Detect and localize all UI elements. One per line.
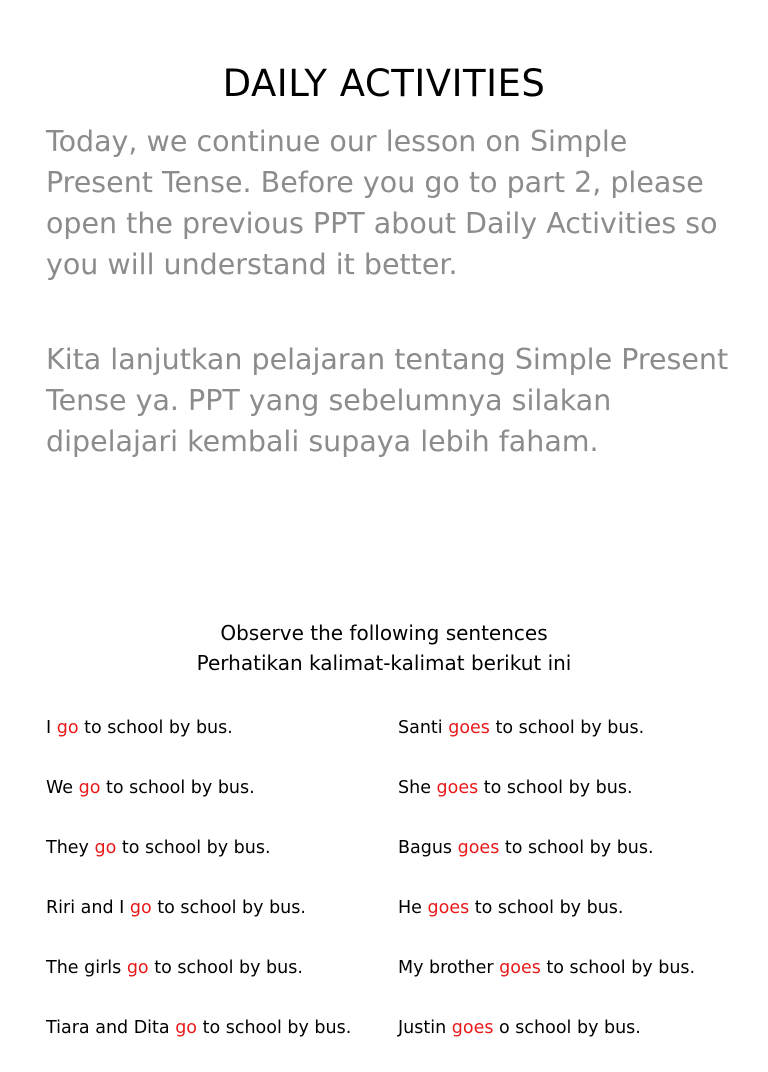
sentence-rest: to school by bus. — [478, 778, 633, 798]
sentence-row — [398, 1012, 748, 1072]
sentence-row — [398, 952, 748, 1012]
sentence-subject: I — [46, 718, 57, 738]
sentence-rest: to school by bus. — [100, 778, 255, 798]
sentence-subject: We — [46, 778, 79, 798]
observe-heading — [0, 618, 768, 678]
sentence-subject: He — [398, 898, 428, 918]
paragraph-indonesian: Kita lanjutkan pelajaran tentang Simple Present Tense ya. PPT yang sebelumnya silakan dipelajari kembali supaya lebih faham. — [46, 343, 729, 458]
sentence-rest: to school by bus. — [116, 838, 271, 858]
sentence-row — [398, 832, 748, 892]
sentence-verb: go — [78, 778, 101, 798]
sentence-verb: goes — [451, 1018, 494, 1038]
sentence-verb: go — [56, 718, 79, 738]
sentence-verb: goes — [436, 778, 479, 798]
observe-heading-english: Observe the following sentences — [220, 621, 548, 645]
sentence-verb: go — [175, 1018, 198, 1038]
sentence-rest: to school by bus. — [499, 838, 654, 858]
sentence-row — [46, 952, 396, 1012]
sentence-rest: to school by bus. — [78, 718, 233, 738]
sentence-subject: My brother — [398, 958, 500, 978]
sentence-subject: Riri and I — [46, 898, 130, 918]
sentence-row — [46, 712, 396, 772]
sentence-rest: to school by bus. — [197, 1018, 352, 1038]
sentence-verb: goes — [457, 838, 500, 858]
sentence-subject: Bagus — [398, 838, 458, 858]
sentence-row — [46, 1012, 396, 1072]
paragraph-english: Today, we continue our lesson on Simple Present Tense. Before you go to part 2, please open the previous PPT about Daily Activities so you will understand it better. — [46, 125, 718, 281]
sentence-rest: to school by bus. — [469, 898, 624, 918]
sentence-rest: to school by bus. — [151, 898, 306, 918]
sentence-subject: They — [46, 838, 95, 858]
sentence-verb: go — [129, 898, 152, 918]
sentence-rest: to school by bus. — [540, 958, 696, 978]
sentence-row — [398, 712, 748, 772]
sentence-rest: to school by bus. — [148, 958, 303, 978]
sentence-subject: She — [398, 778, 437, 798]
sentence-rest: o school by bus. — [493, 1018, 641, 1038]
sentence-row — [398, 892, 748, 952]
sentence-row — [46, 832, 396, 892]
sentence-verb: goes — [427, 898, 470, 918]
sentence-row — [398, 772, 748, 832]
sentence-row — [46, 772, 396, 832]
sentence-subject: Santi — [398, 718, 449, 738]
sentence-subject: The girls — [46, 958, 127, 978]
sentence-rest: to school by bus. — [489, 718, 645, 738]
slide-title: DAILY ACTIVITIES — [222, 62, 546, 105]
sentences-column-plural — [46, 712, 396, 1072]
sentence-subject: Justin — [398, 1018, 452, 1038]
sentence-verb: go — [126, 958, 149, 978]
sentences-column-singular — [398, 712, 748, 1072]
observe-heading-indonesian: Perhatikan kalimat-kalimat berikut ini — [196, 651, 572, 675]
sentence-verb: goes — [448, 718, 490, 738]
sentence-row — [46, 892, 396, 952]
sentence-verb: go — [94, 838, 117, 858]
sentence-verb: goes — [499, 958, 541, 978]
sentence-subject: Tiara and Dita — [46, 1018, 176, 1038]
